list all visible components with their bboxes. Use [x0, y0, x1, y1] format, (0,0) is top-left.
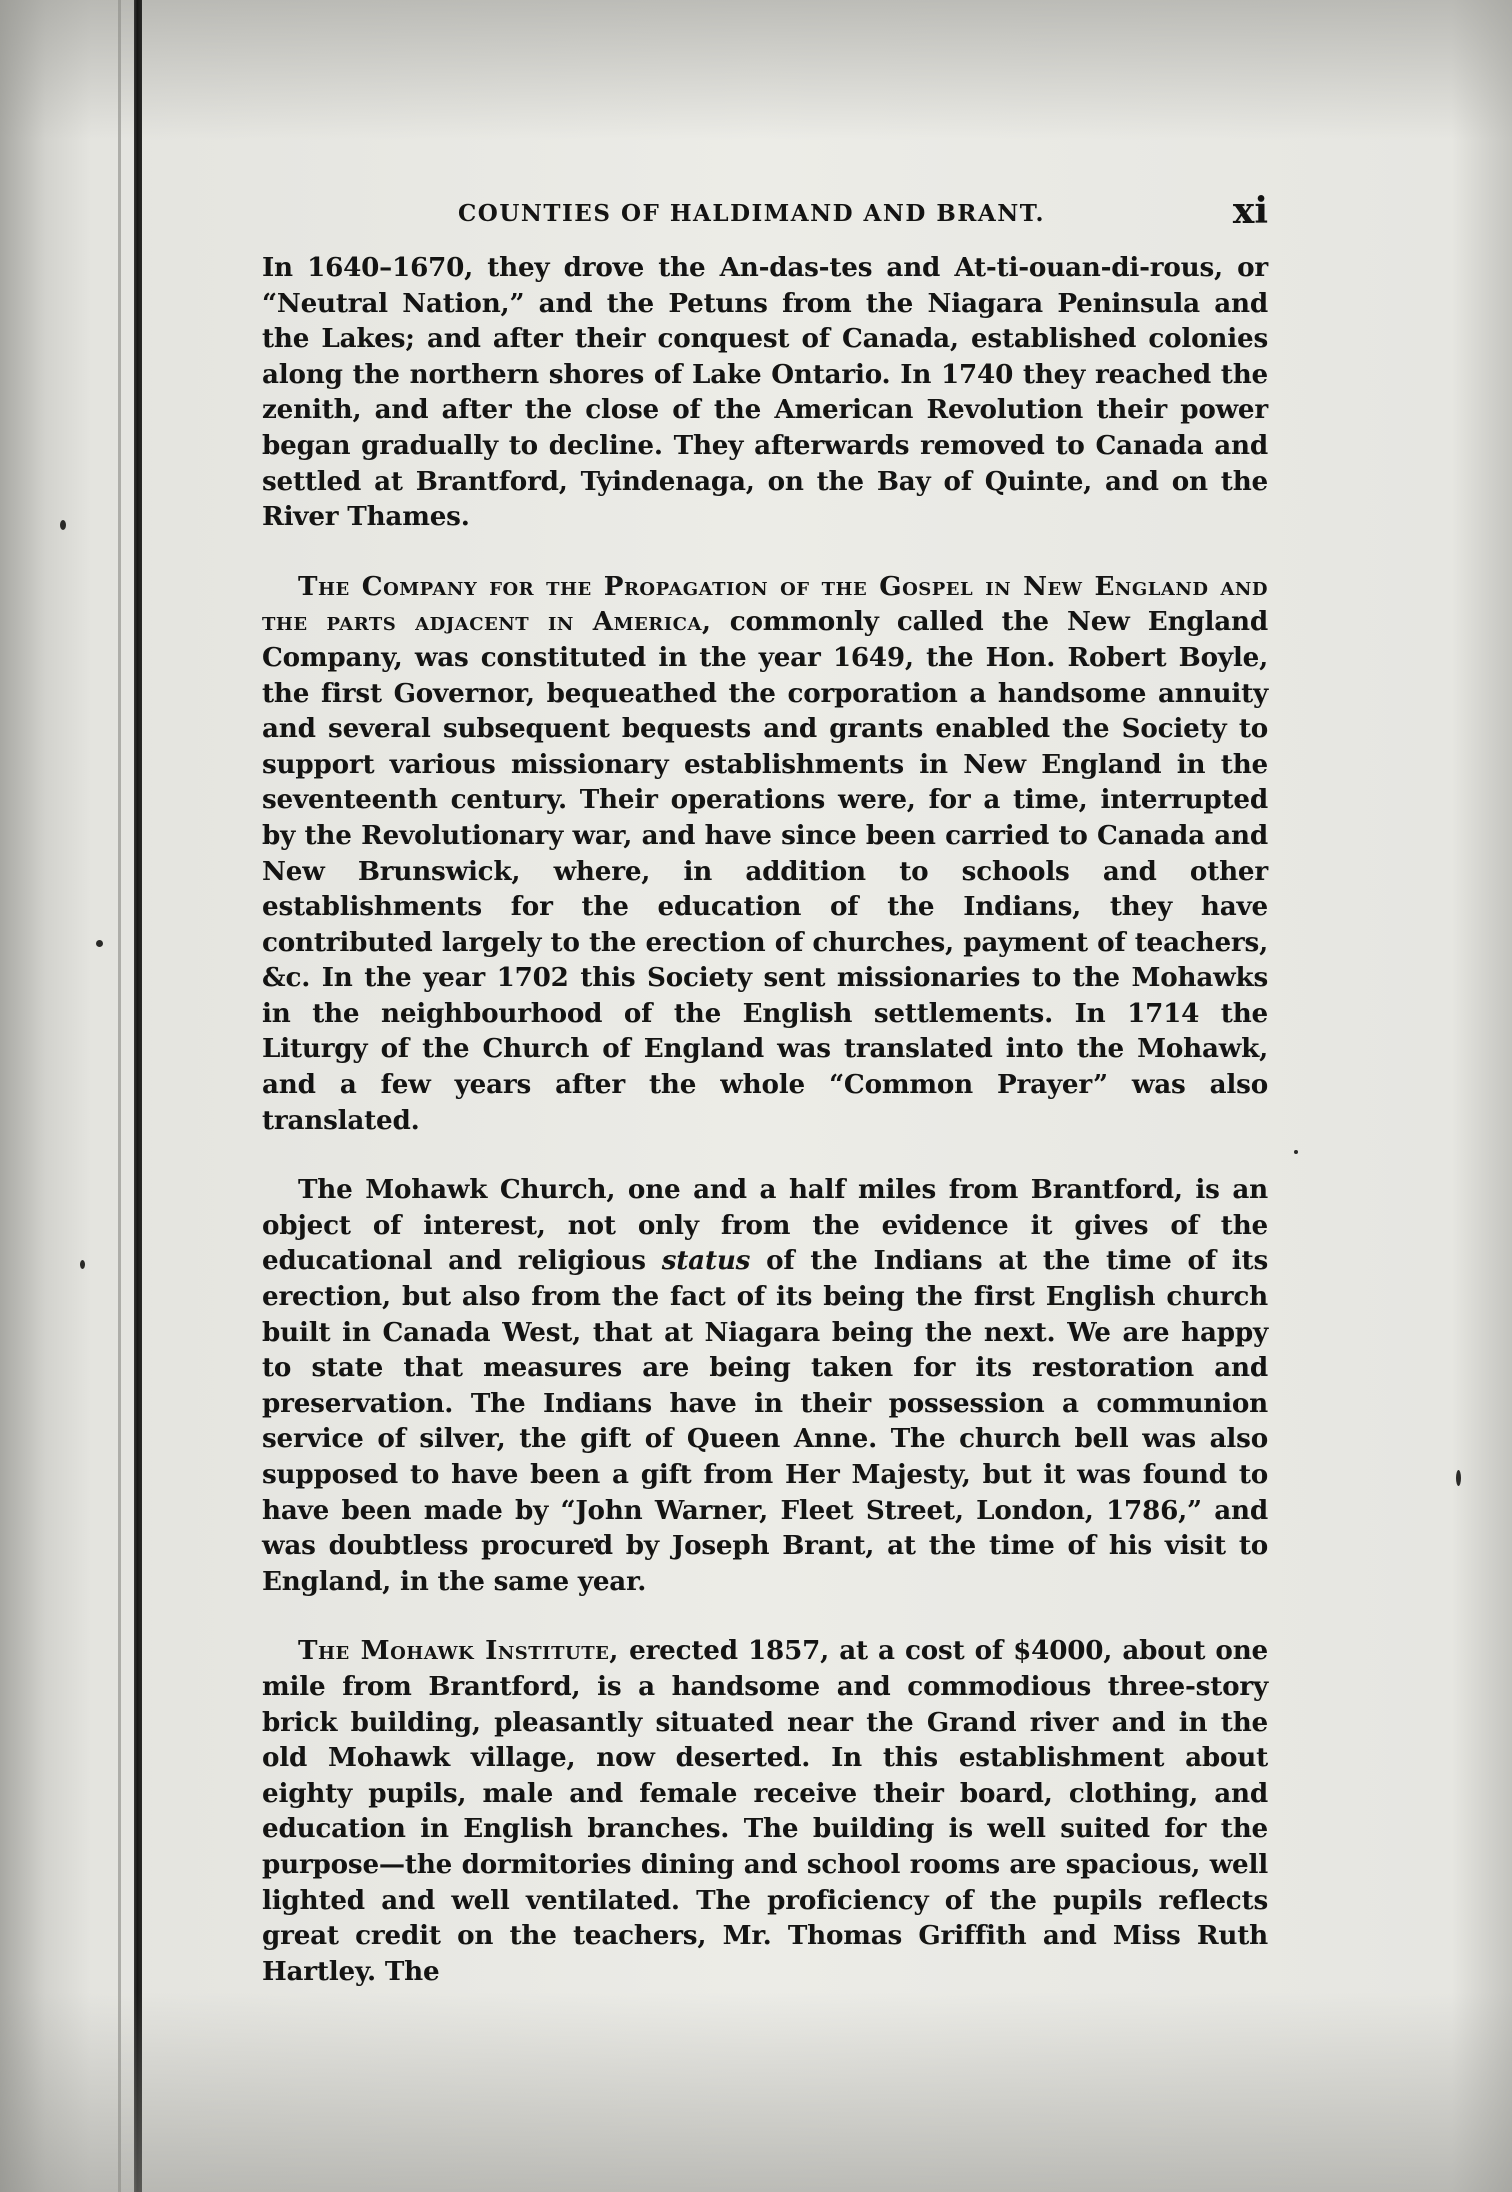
page-text	[262, 190, 1268, 2023]
italic-term: status	[661, 1245, 751, 1277]
scan-speck	[60, 520, 66, 530]
running-head-title: COUNTIES OF HALDIMAND AND BRANT.	[458, 200, 1045, 227]
page-number: xi	[1232, 190, 1268, 232]
scan-speck	[1456, 1470, 1461, 1486]
paragraph-text: commonly called the New England Company, was constituted in the year 1649, the Hon. Robert Boyle, the first Governor, bequeathed the corporation a handsome annuity and several subsequent bequests and grants enabled the Society to support various missionary establishments in New England in the seventeenth century. Their operations were, for a time, interrupted by the Revolutionary war, and have since been carried to Canada and New Brunswick, where, in addition to schools and other establishments for the education of the Indians, they have contributed largely to the erection of churches, payment of teachers, &c. In the year 1702 this Society sent missionaries to the Mohawks in the neighbourhood of the English settlements. In 1714 the Liturgy of the Church of England was translated into the Mohawk, and a few years after the whole “Common Prayer” was also translated.	[262, 606, 1268, 1136]
gutter-shadow	[118, 0, 121, 2192]
paragraph-text: erected 1857, at a cost of $4000, about one mile from Brantford, is a handsome and commodious three-story brick building, pleasantly situated near the Grand river and in the old Mohawk village, now deserted. In this establishment about eighty pupils, male and female receive their board, clothing, and education in English branches. The building is well suited for the purpose—the dormitories dining and school rooms are spacious, well lighted and well ventilated. The proficiency of the pupils reflects great credit on the teachers, Mr. Thomas Griffith and Miss Ruth Hartley. The	[262, 1635, 1268, 1987]
paragraph-text: In 1640–1670, they drove the An-das-tes and At-ti-ouan-di-rous, or “Neutral Nation,” and the Petuns from the Niagara Peninsula and the Lakes; and after their conquest of Canada, established colonies along the northern shores of Lake Ontario. In 1740 they reached the zenith, and after the close of the American Revolution their power began gradually to decline. They afterwards removed to Canada and settled at Brantford, Tyindenaga, on the Bay of Quinte, and on the River Thames.	[262, 252, 1268, 533]
scan-speck	[96, 940, 103, 947]
paragraph-iroquois-conquests	[262, 250, 1268, 535]
scan-speck	[80, 1260, 85, 1269]
paragraph-mohawk-church	[262, 1172, 1268, 1599]
paragraph-new-england-company	[262, 569, 1268, 1139]
paragraph-mohawk-institute	[262, 1633, 1268, 1989]
running-head	[262, 190, 1268, 240]
paragraph-lead: The Mohawk Institute,	[298, 1635, 619, 1667]
paragraph-lead: The Company for the Propagation of the Gospel in New England and the parts adjacent in America,	[262, 570, 1268, 638]
binding-edge	[134, 0, 142, 2192]
paragraph-text: of the Indians at the time of its erection, but also from the fact of its being the first English church built in Canada West, that at Niagara being the next. We are happy to state that measures are being taken for its restoration and preservation. The Indians have in their possession a communion service of silver, the gift of Queen Anne. The church bell was also supposed to have been a gift from Her Majesty, but it was found to have been made by “John Warner, Fleet Street, London, 1786,” and was doubtless procured by Joseph Brant, at the time of his visit to England, in the same year.	[262, 1245, 1268, 1597]
scan-speck	[1294, 1150, 1298, 1154]
paragraph-text: The Mohawk Church, one and a half miles from Brantford, is an object of interest, not only from the evidence it gives of the educational and religious	[262, 1174, 1268, 1277]
